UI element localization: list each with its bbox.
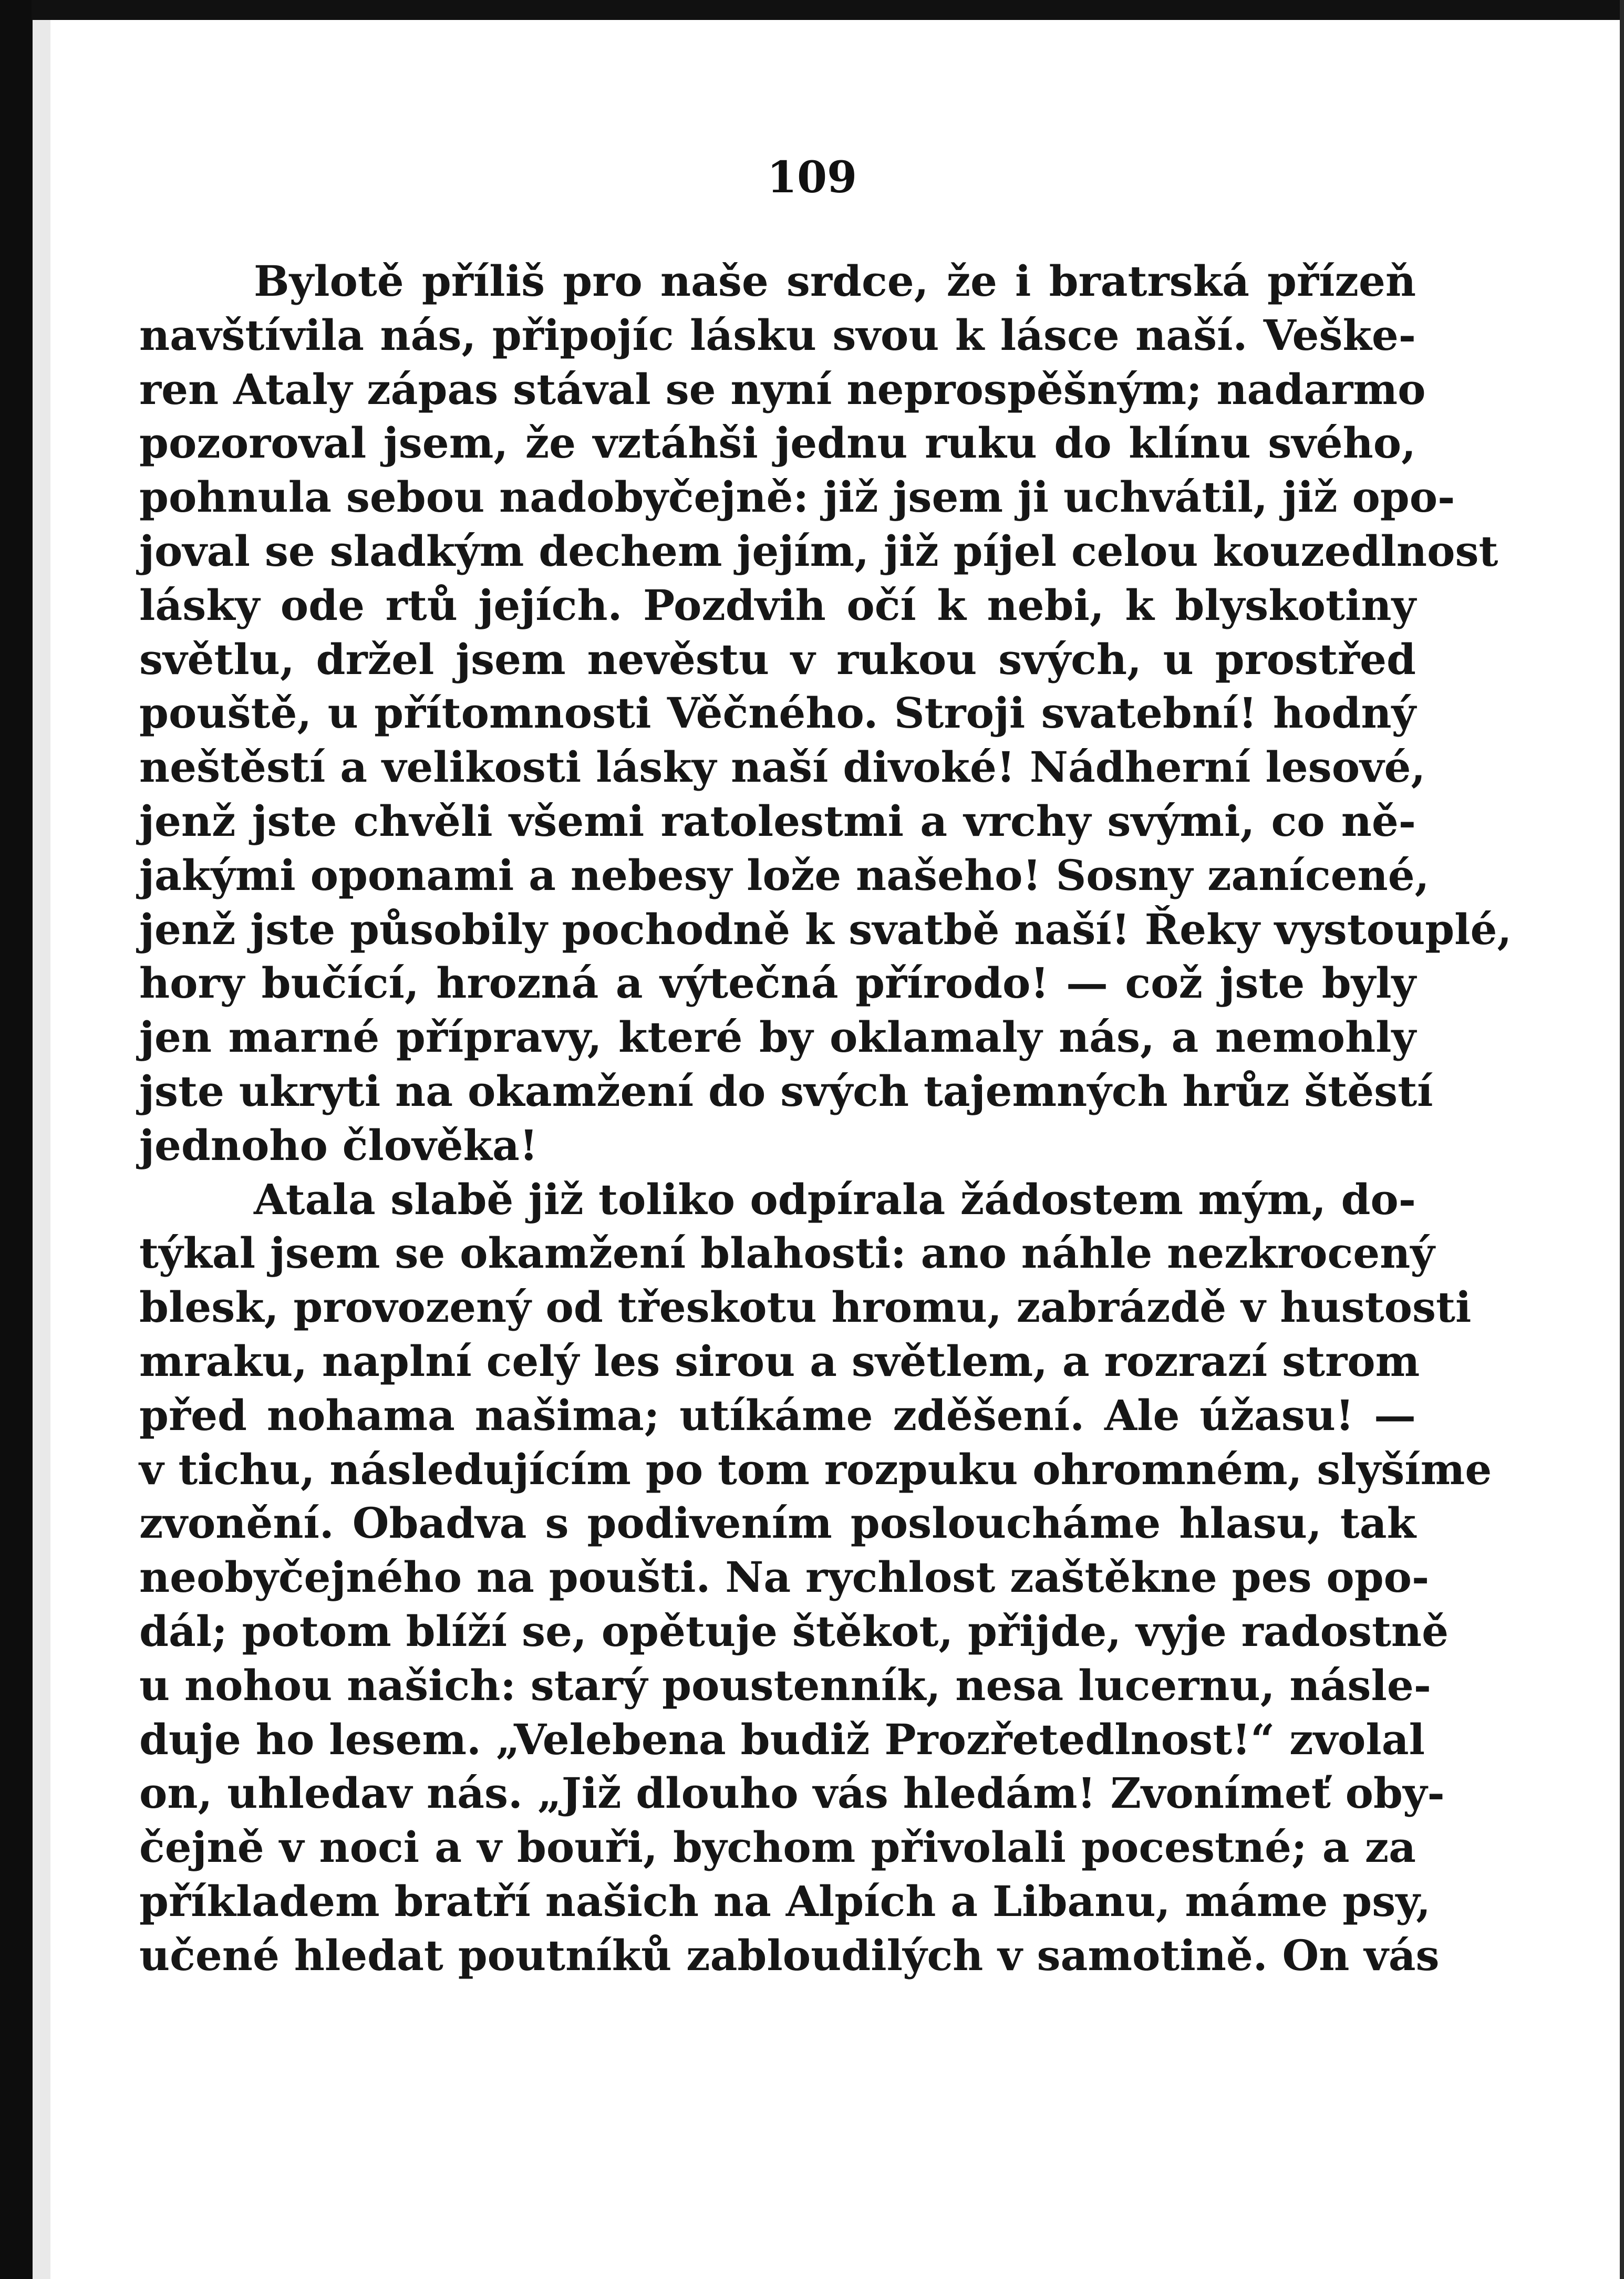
text-line: neštěstí a velikosti lásky naší divoké! Nádherní lesové, xyxy=(139,742,1426,792)
text-line: mraku, naplní celý les sirou a světlem, a rozrazí strom xyxy=(139,1336,1420,1386)
paragraph-1 xyxy=(139,254,1512,1173)
text-line: týkal jsem se okamžení blahosti: ano náhle nezkrocený xyxy=(139,1228,1435,1278)
text-line: jen marné přípravy, které by oklamaly nás, a nemohly xyxy=(139,1012,1416,1062)
scan-gutter-shadow xyxy=(33,0,50,2279)
text-line: neobyčejného na poušti. Na rychlost zaštěkne pes opo- xyxy=(139,1552,1430,1602)
scan-left-edge xyxy=(0,0,33,2279)
page-number: 109 xyxy=(767,152,857,203)
text-line: Atala slabě již toliko odpírala žádostem mým, do- xyxy=(254,1174,1416,1224)
text-line: čejně v noci a v bouři, bychom přivolali pocestné; a za xyxy=(139,1822,1416,1872)
text-line: učené hledat poutníků zabloudilých v samotině. On vás xyxy=(139,1930,1440,1980)
paragraph-2 xyxy=(139,1173,1492,1983)
text-line: lásky ode rtů jejích. Pozdvih očí k nebi, k blyskotiny xyxy=(139,580,1416,630)
text-line: pohnula sebou nadobyčejně: již jsem ji uchvátil, již opo- xyxy=(139,472,1455,522)
scan-top-edge xyxy=(32,0,1624,20)
text-line: světlu, držel jsem nevěstu v rukou svých, u prostřed xyxy=(139,634,1416,684)
text-line: joval se sladkým dechem jejím, již píjel celou kouzedlnost xyxy=(139,526,1498,576)
scan-right-edge xyxy=(1620,0,1624,2279)
text-line: jednoho člověka! xyxy=(139,1120,538,1170)
text-line: on, uhledav nás. „Již dlouho vás hledám! Zvonímeť oby- xyxy=(139,1768,1445,1818)
text-line: blesk, provozený od třeskotu hromu, zabrázdě v hustosti xyxy=(139,1282,1472,1332)
text-line: jenž jste chvěli všemi ratolestmi a vrchy svými, co ně- xyxy=(139,796,1416,846)
text-line: Bylotě příliš pro naše srdce, že i bratrská přízeň xyxy=(254,256,1416,306)
text-line: dál; potom blíží se, opětuje štěkot, přijde, vyje radostně xyxy=(139,1606,1449,1656)
text-line: jakými oponami a nebesy lože našeho! Sosny zanícené, xyxy=(139,850,1430,900)
text-line: v tichu, následujícím po tom rozpuku ohromném, slyšíme xyxy=(139,1444,1492,1494)
text-line: hory bučící, hrozná a výtečná přírodo! — což jste byly xyxy=(139,958,1416,1008)
text-line: zvonění. Obadva s podivením posloucháme hlasu, tak xyxy=(139,1498,1416,1548)
text-line: duje ho lesem. „Velebena budiž Prozřetedlnost!“ zvolal xyxy=(139,1714,1425,1764)
text-line: před nohama našima; utíkáme zděšení. Ale úžasu! — xyxy=(139,1390,1416,1440)
text-line: ren Ataly zápas stával se nyní neprospěšným; nadarmo xyxy=(139,364,1426,414)
body-text xyxy=(139,254,1512,1983)
text-line: pouště, u přítomnosti Věčného. Stroji svatební! hodný xyxy=(139,688,1416,738)
text-line: pozoroval jsem, že vztáhši jednu ruku do klínu svého, xyxy=(139,418,1416,468)
text-line: příkladem bratří našich na Alpích a Libanu, máme psy, xyxy=(139,1876,1431,1926)
text-line: u nohou našich: starý poustenník, nesa lucernu, násle- xyxy=(139,1660,1431,1710)
text-line: jenž jste působily pochodně k svatbě naší! Řeky vystouplé, xyxy=(139,904,1512,954)
text-line: jste ukryti na okamžení do svých tajemných hrůz štěstí xyxy=(139,1066,1433,1116)
text-line: navštívila nás, připojíc lásku svou k lásce naší. Veške- xyxy=(139,310,1416,360)
